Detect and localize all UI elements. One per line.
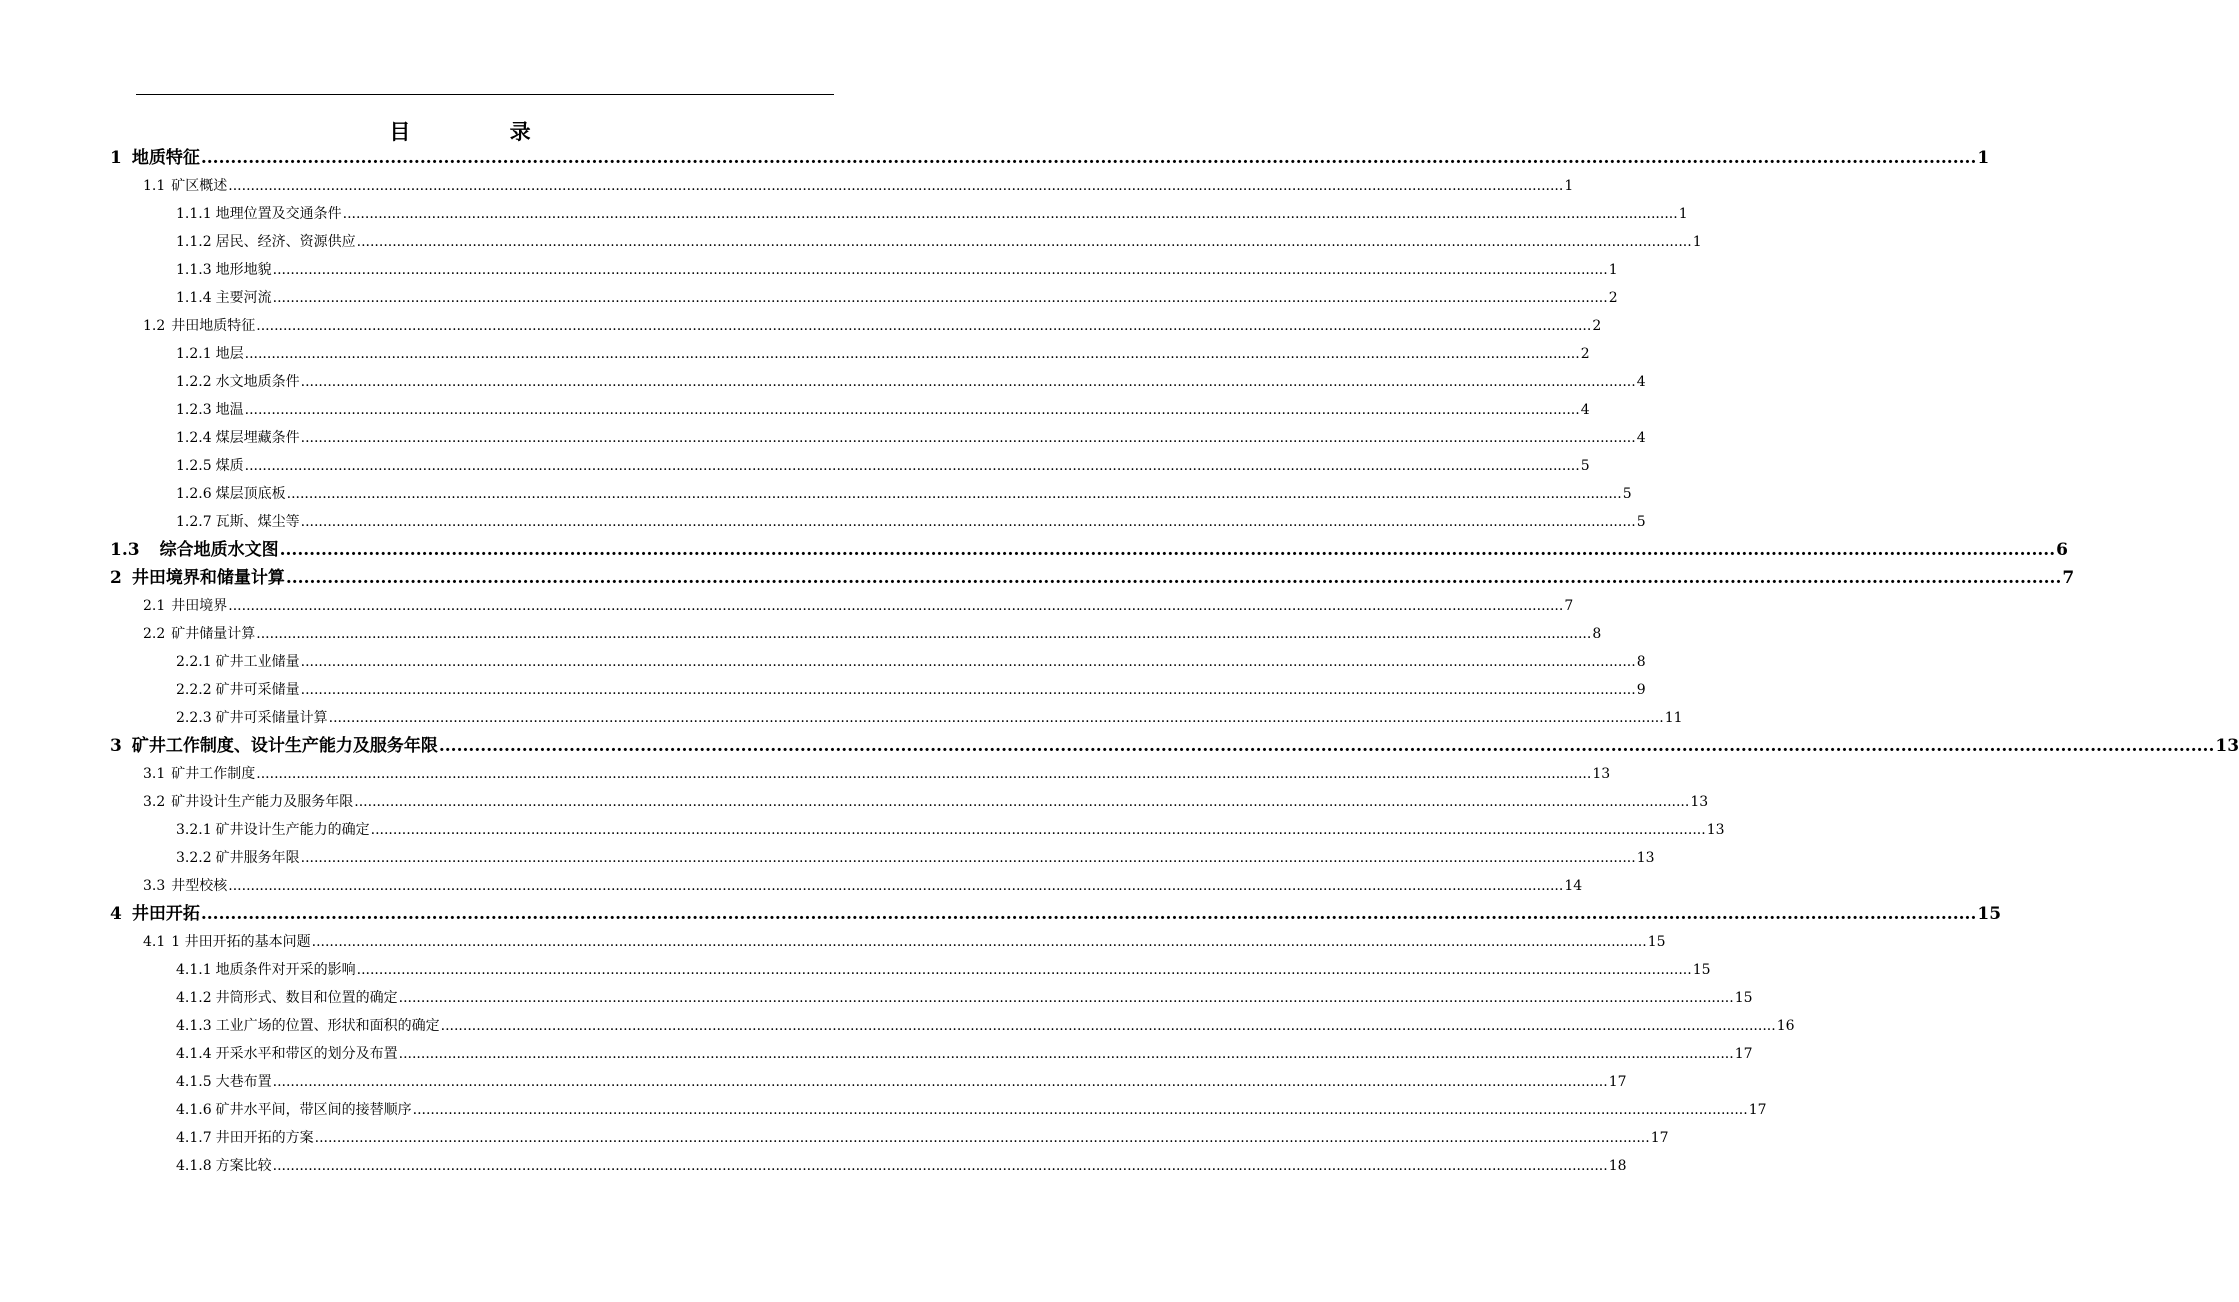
toc-leader-dots: ............................................................................................................................................................................................................................................................................................................ [256, 766, 1592, 782]
toc-entry-title: 地温 [215, 402, 244, 418]
toc-leader-dots: ............................................................................................................................................................................................................................................................................................................ [356, 962, 1692, 978]
toc-leader-dots: ............................................................................................................................................................................................................................................................................................................ [228, 178, 1564, 194]
toc-entry[interactable] [176, 396, 1590, 424]
toc-entry-title: 地质条件对开采的影响 [215, 962, 356, 978]
toc-entry-number: 1.2.5 [176, 458, 212, 474]
toc-entry-title: 井田开拓的方案 [215, 1130, 314, 1146]
toc-entry-page: 5 [1622, 486, 1632, 502]
toc-entry-title: 开采水平和带区的划分及布置 [215, 1046, 398, 1062]
toc-entry-title: 矿区概述 [171, 178, 228, 194]
toc-entry-number: 1.1 [143, 178, 166, 194]
toc-entry[interactable] [143, 872, 1583, 900]
toc-entry-title: 井型校核 [171, 878, 228, 894]
toc-leader-dots: ............................................................................................................................................................................................................................................................................................................ [272, 290, 1608, 306]
toc-entry-title: 矿井工作制度、设计生产能力及服务年限 [131, 736, 438, 756]
toc-entry-page: 8 [1636, 654, 1646, 670]
toc-entry-page: 4 [1580, 402, 1590, 418]
toc-entry[interactable] [176, 480, 1632, 508]
toc-entry-page: 1 [1692, 234, 1702, 250]
toc-entry-page: 15 [1977, 904, 2002, 924]
toc-entry-title: 矿井设计生产能力的确定 [215, 822, 370, 838]
toc-entry-title: 地质特征 [131, 148, 200, 168]
toc-entry[interactable] [143, 928, 1666, 956]
toc-entry[interactable] [176, 984, 1753, 1012]
toc-entry[interactable] [176, 704, 1683, 732]
toc-leader-dots: ............................................................................................................................................................................................................................................................................................................ [244, 346, 1580, 362]
toc-entry-page: 9 [1636, 682, 1646, 698]
toc-leader-dots: ............................................................................................................................................................................................................................................................................................................ [300, 430, 1636, 446]
toc-entry-number: 4 [110, 904, 122, 924]
toc-entry-number: 1.2.3 [176, 402, 212, 418]
toc-entry-number: 2.2.3 [176, 710, 212, 726]
toc-leader-dots: ............................................................................................................................................................................................................................................................................................................ [311, 934, 1647, 950]
toc-entry-page: 4 [1636, 430, 1646, 446]
toc-entry-page: 1 [1608, 262, 1618, 278]
toc-entry-page: 7 [2062, 568, 2075, 588]
toc-entry-page: 5 [1580, 458, 1590, 474]
toc-entry-number: 2.2.2 [176, 682, 212, 698]
toc-entry-page: 1 [1678, 206, 1688, 222]
toc-entry[interactable] [176, 340, 1590, 368]
toc-leader-dots: ............................................................................................................................................................................................................................................................................................................ [300, 654, 1636, 670]
toc-entry[interactable] [176, 508, 1646, 536]
toc-leader-dots: ............................................................................................................................................................................................................................................................................................................ [342, 206, 1678, 222]
toc-entry[interactable] [143, 620, 1602, 648]
toc-leader-dots: ............................................................................................................................................................................................................................................................................................................ [256, 318, 1592, 334]
toc-leader-dots: ............................................................................................................................................................................................................................................................................................................ [300, 682, 1636, 698]
toc-entry-number: 1.2.7 [176, 514, 212, 530]
toc-entry[interactable] [176, 816, 1725, 844]
toc-entry-page: 8 [1592, 626, 1602, 642]
toc-entry-page: 13 [1690, 794, 1709, 810]
toc-entry-number: 2.2.1 [176, 654, 212, 670]
toc-entry-number: 2.1 [143, 598, 166, 614]
toc-entry[interactable] [143, 760, 1611, 788]
toc-entry[interactable] [176, 1040, 1753, 1068]
toc-entry-number: 3.3 [143, 878, 166, 894]
toc-entry-page: 18 [1608, 1158, 1627, 1174]
toc-entry-page: 13 [1592, 766, 1611, 782]
toc-entry-number: 3.2.1 [176, 822, 212, 838]
toc-entry[interactable] [176, 452, 1590, 480]
toc-entry[interactable] [176, 676, 1646, 704]
toc-leader-dots: ............................................................................................................................................................................................................................................................................................................ [398, 990, 1734, 1006]
toc-leader-dots: ............................................................................................................................................................................................................................................................................................................ [256, 626, 1592, 642]
toc-entry-title: 煤质 [215, 458, 244, 474]
toc-entry-page: 17 [1734, 1046, 1753, 1062]
toc-leader-dots: ............................................................................................................................................................................................................................................................................................................ [228, 878, 1564, 894]
toc-entry-page: 13 [1636, 850, 1655, 866]
toc-entry[interactable] [176, 844, 1655, 872]
toc-entry[interactable] [110, 732, 2239, 760]
toc-entry-page: 4 [1636, 374, 1646, 390]
toc-entry[interactable] [110, 564, 2075, 592]
toc-entry-title: 工业广场的位置、形状和面积的确定 [215, 1018, 440, 1034]
toc-entry-title: 1 井田开拓的基本问题 [171, 934, 311, 950]
toc-entry-number: 1.1.4 [176, 290, 212, 306]
toc-leader-dots: ............................................................................................................................................................................................................................................................................................................ [272, 1158, 1608, 1174]
toc-entry-title: 井筒形式、数目和位置的确定 [215, 990, 398, 1006]
toc-entry[interactable] [176, 284, 1618, 312]
toc-entry-number: 1.2.6 [176, 486, 212, 502]
toc-entry[interactable] [110, 900, 2002, 928]
toc-entry[interactable] [176, 1124, 1669, 1152]
toc-entry-number: 4.1 [143, 934, 166, 950]
toc-entry-number: 3 [110, 736, 122, 756]
toc-entry-number: 1.1.3 [176, 262, 212, 278]
toc-leader-dots: ............................................................................................................................................................................................................................................................................................................ [370, 822, 1706, 838]
toc-entry-number: 4.1.1 [176, 962, 212, 978]
toc-entry-number: 2 [110, 568, 122, 588]
toc-leader-dots: ............................................................................................................................................................................................................................................................................................................ [244, 458, 1580, 474]
toc-entry[interactable] [143, 788, 1709, 816]
toc-entry[interactable] [176, 648, 1646, 676]
toc-leader-dots: ............................................................................................................................................................................................................................................................................................................ [200, 904, 1977, 924]
toc-entry-title: 矿井可采储量 [215, 682, 300, 698]
toc-entry-number: 4.1.3 [176, 1018, 212, 1034]
toc-entry[interactable] [176, 1152, 1627, 1180]
toc-entry[interactable] [176, 424, 1646, 452]
toc-entry-title: 井田地质特征 [171, 318, 256, 334]
toc-entry-title: 矿井服务年限 [215, 850, 300, 866]
toc-entry-page: 1 [1564, 178, 1574, 194]
toc-leader-dots: ............................................................................................................................................................................................................................................................................................................ [285, 568, 2062, 588]
toc-entry[interactable] [110, 536, 2068, 564]
toc-leader-dots: ............................................................................................................................................................................................................................................................................................................ [300, 374, 1636, 390]
toc-entry-number: 2.2 [143, 626, 166, 642]
toc-entry-page: 15 [1647, 934, 1666, 950]
toc-entry-number: 4.1.2 [176, 990, 212, 1006]
toc-entry-title: 矿井可采储量计算 [215, 710, 328, 726]
toc-entry-number: 1 [110, 148, 122, 168]
toc-entry[interactable] [176, 956, 1711, 984]
toc-entry[interactable] [176, 256, 1618, 284]
toc-entry[interactable] [110, 144, 1990, 172]
toc-entry[interactable] [176, 1068, 1627, 1096]
toc-entry-page: 17 [1650, 1130, 1669, 1146]
toc-entry-page: 15 [1734, 990, 1753, 1006]
toc-leader-dots: ............................................................................................................................................................................................................................................................................................................ [398, 1046, 1734, 1062]
toc-entry-page: 1 [1977, 148, 1990, 168]
toc-entry-page: 16 [1776, 1018, 1795, 1034]
toc-entry-title: 地形地貌 [215, 262, 272, 278]
toc-entry-page: 14 [1564, 878, 1583, 894]
toc-entry-title: 井田境界 [171, 598, 228, 614]
toc-entry-title: 矿井工业储量 [215, 654, 300, 670]
toc-entry-title: 方案比较 [215, 1158, 272, 1174]
toc-leader-dots: ............................................................................................................................................................................................................................................................................................................ [354, 794, 1690, 810]
toc-entry-title: 大巷布置 [215, 1074, 272, 1090]
toc-entry-title: 矿井水平间，带区间的接替顺序 [215, 1102, 412, 1118]
toc-title: 目 录 [389, 119, 577, 144]
toc-entry-title: 井田开拓 [131, 904, 200, 924]
toc-leader-dots: ............................................................................................................................................................................................................................................................................................................ [272, 1074, 1608, 1090]
toc-entry-title: 水文地质条件 [215, 374, 300, 390]
toc-entry-number: 4.1.5 [176, 1074, 212, 1090]
toc-leader-dots: ............................................................................................................................................................................................................................................................................................................ [200, 148, 1977, 168]
toc-entry-number: 4.1.6 [176, 1102, 212, 1118]
toc-entry[interactable] [176, 1012, 1795, 1040]
toc-entry-title: 矿井工作制度 [171, 766, 256, 782]
toc-entry-number: 3.1 [143, 766, 166, 782]
toc-entry-number: 1.2.4 [176, 430, 212, 446]
toc-entry-number: 1.3 [110, 540, 140, 560]
toc-entry-title: 矿井设计生产能力及服务年限 [171, 794, 354, 810]
toc-entry-page: 13 [1706, 822, 1725, 838]
toc-entry-title: 瓦斯、煤尘等 [215, 514, 300, 530]
toc-leader-dots: ............................................................................................................................................................................................................................................................................................................ [244, 402, 1580, 418]
toc-entry-number: 4.1.7 [176, 1130, 212, 1146]
toc-entry-title: 地层 [215, 346, 244, 362]
toc-entry-page: 2 [1580, 346, 1590, 362]
toc-leader-dots: ............................................................................................................................................................................................................................................................................................................ [412, 1102, 1748, 1118]
toc-leader-dots: ............................................................................................................................................................................................................................................................................................................ [300, 850, 1636, 866]
toc-entry-number: 1.1.1 [176, 206, 212, 222]
toc-leader-dots: ............................................................................................................................................................................................................................................................................................................ [314, 1130, 1650, 1146]
toc-leader-dots: ............................................................................................................................................................................................................................................................................................................ [438, 736, 2215, 756]
toc-entry-title: 综合地质水文图 [159, 540, 279, 560]
toc-entry-number: 1.2 [143, 318, 166, 334]
header-rule [136, 94, 834, 95]
toc-entry-title: 矿井储量计算 [171, 626, 256, 642]
toc-entry[interactable] [176, 1096, 1767, 1124]
toc-entry[interactable] [143, 592, 1574, 620]
toc-leader-dots: ............................................................................................................................................................................................................................................................................................................ [272, 262, 1608, 278]
toc-entry-page: 6 [2056, 540, 2068, 560]
toc-entry-title: 井田境界和储量计算 [131, 568, 285, 588]
toc-leader-dots: ............................................................................................................................................................................................................................................................................................................ [279, 540, 2056, 560]
toc-entry-page: 2 [1608, 290, 1618, 306]
toc-entry-title: 煤层埋藏条件 [215, 430, 300, 446]
toc-entry[interactable] [143, 172, 1574, 200]
toc-entry-page: 7 [1564, 598, 1574, 614]
toc-entry-page: 13 [2215, 736, 2239, 756]
toc-entry-title: 煤层顶底板 [215, 486, 286, 502]
toc-entry-page: 15 [1692, 962, 1711, 978]
toc-entry-page: 17 [1748, 1102, 1767, 1118]
toc-entry-number: 3.2.2 [176, 850, 212, 866]
toc-entry-page: 11 [1664, 710, 1683, 726]
toc-entry[interactable] [176, 200, 1688, 228]
toc-entry-number: 1.1.2 [176, 234, 212, 250]
toc-leader-dots: ............................................................................................................................................................................................................................................................................................................ [356, 234, 1692, 250]
toc-entry-number: 3.2 [143, 794, 166, 810]
toc-leader-dots: ............................................................................................................................................................................................................................................................................................................ [228, 598, 1564, 614]
toc-entry-title: 主要河流 [215, 290, 272, 306]
toc-entry-number: 4.1.4 [176, 1046, 212, 1062]
toc-entry[interactable] [143, 312, 1602, 340]
toc-entry-page: 2 [1592, 318, 1602, 334]
toc-entry-title: 地理位置及交通条件 [215, 206, 342, 222]
toc-entry[interactable] [176, 368, 1646, 396]
toc-entry-title: 居民、经济、资源供应 [215, 234, 356, 250]
toc-entry-number: 4.1.8 [176, 1158, 212, 1174]
toc-leader-dots: ............................................................................................................................................................................................................................................................................................................ [286, 486, 1622, 502]
toc-leader-dots: ............................................................................................................................................................................................................................................................................................................ [440, 1018, 1776, 1034]
toc-entry[interactable] [176, 228, 1702, 256]
toc-entry-number: 1.2.1 [176, 346, 212, 362]
toc-leader-dots: ............................................................................................................................................................................................................................................................................................................ [328, 710, 1664, 726]
toc-entry-number: 1.2.2 [176, 374, 212, 390]
toc-entry-page: 17 [1608, 1074, 1627, 1090]
toc-entry-page: 5 [1636, 514, 1646, 530]
toc-leader-dots: ............................................................................................................................................................................................................................................................................................................ [300, 514, 1636, 530]
